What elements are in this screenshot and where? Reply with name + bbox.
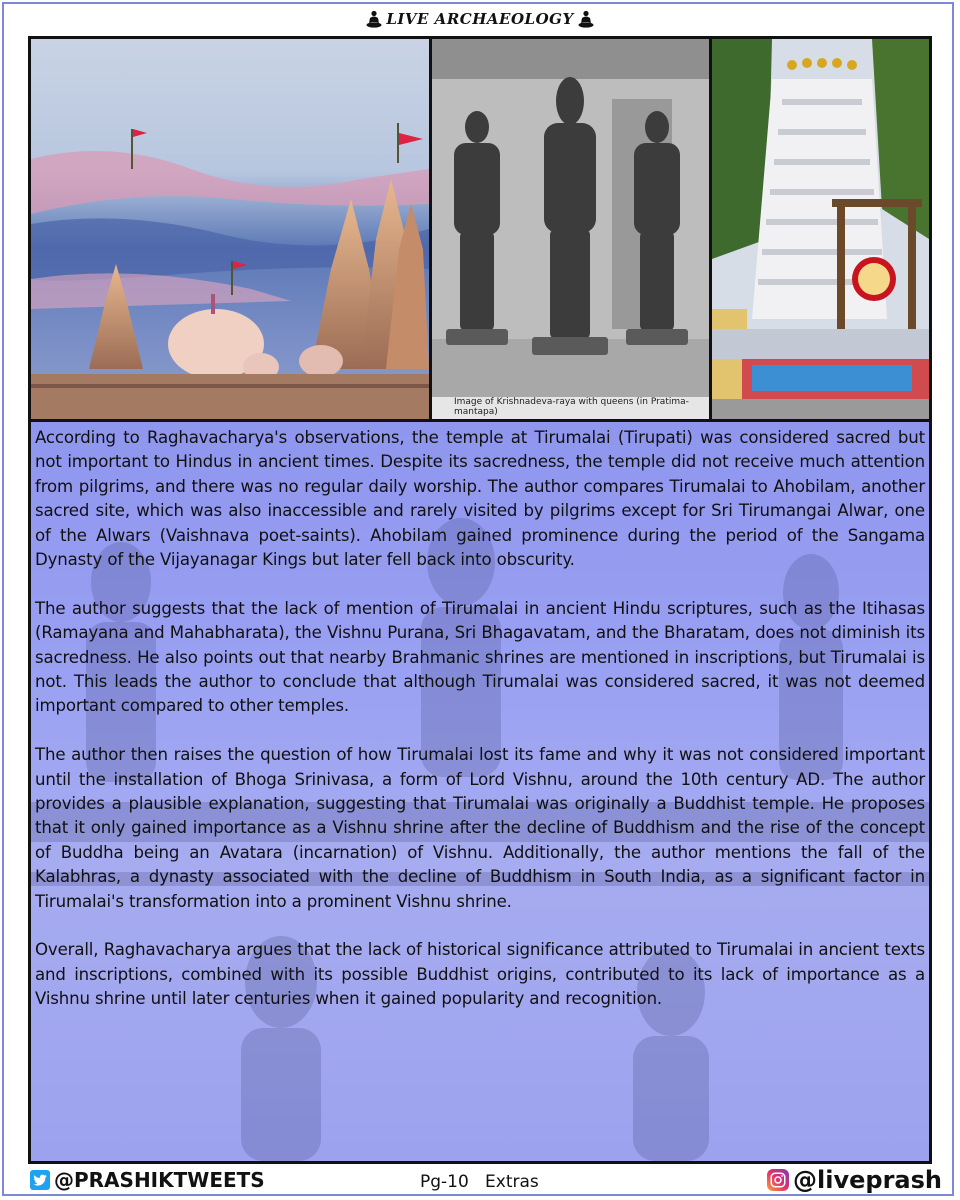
instagram-handle: @liveprash [793,1166,942,1194]
instagram-icon [767,1169,789,1191]
temple-sunset-photo [31,39,429,419]
buddha-icon [366,10,382,28]
twitter-handle: @PRASHIKTWEETS [54,1168,265,1192]
twitter-bird-icon [30,1170,50,1190]
content-panel [28,36,932,1164]
article-text [31,422,929,1012]
instagram-link[interactable] [767,1166,942,1194]
krishnadevaraya-statue-photo [432,39,709,419]
buddha-icon [578,10,594,28]
article-panel [31,422,929,1161]
article-paragraph: Overall, Raghavacharya argues that the lack of historical significance attributed to Tirumalai in ancient texts and inscriptions, combined with its possible Buddhist origins, contributed to its lack of importance as a Vishnu shrine until later centuries when it gained popularity and recognition. [35,940,925,1009]
tirumala-gopuram-photo [712,39,929,419]
twitter-link[interactable] [30,1168,265,1192]
photo-strip [31,39,929,419]
page-header [0,6,960,32]
article-paragraph: The author then raises the question of how Tirumalai lost its fame and why it was not considered important until the installation of Bhoga Srinivasa, a form of Lord Vishnu, around the 10th century AD. The author provides a plausible explanation, suggesting that Tirumalai was originally a Buddhist temple. He proposes that it only gained importance as a Vishnu shrine after the decline of Buddhism and the rise of the concept of Buddha being an Avatara (incarnation) of Vishnu. Additionally, the author mentions the fall of the Kalabhras, a dynasty associated with the decline of Buddhism in South India, as a significant factor in Tirumalai's transformation into a prominent Vishnu shrine. [35,745,925,911]
article-paragraph: According to Raghavacharya's observations, the temple at Tirumalai (Tirupati) was considered sacred but not important to Hindus in ancient times. Despite its sacredness, the temple did not receive much attention from pilgrims, and there was no regular daily worship. The author compares Tirumalai to Ahobilam, another sacred site, which was also inaccessible and rarely visited by pilgrims except for Sri Tirumangai Alwar, one of the Alwars (Vaishnava poet-saints). Ahobilam gained prominence during the period of the Sangama Dynasty of the Vijayanagar Kings but later fell back into obscurity. [35,428,925,570]
page-number: Pg-10 Extras [420,1172,539,1192]
photo-caption: Image of Krishnadeva-raya with queens (in Pratima-mantapa) [454,397,689,417]
article-paragraph: The author suggests that the lack of mention of Tirumalai in ancient Hindu scriptures, such as the Itihasas (Ramayana and Mahabharata), the Vishnu Purana, Sri Bhagavatam, and the Bharatam, does not diminish its sacredness. He also points out that nearby Brahmanic shrines are mentioned in inscriptions, but Tirumalai is not. This leads the author to conclude that although Tirumalai was considered sacred, it was not deemed important compared to other temples. [35,598,925,716]
page-title: LIVE ARCHAEOLOGY [386,10,574,28]
page-footer [0,1166,960,1198]
